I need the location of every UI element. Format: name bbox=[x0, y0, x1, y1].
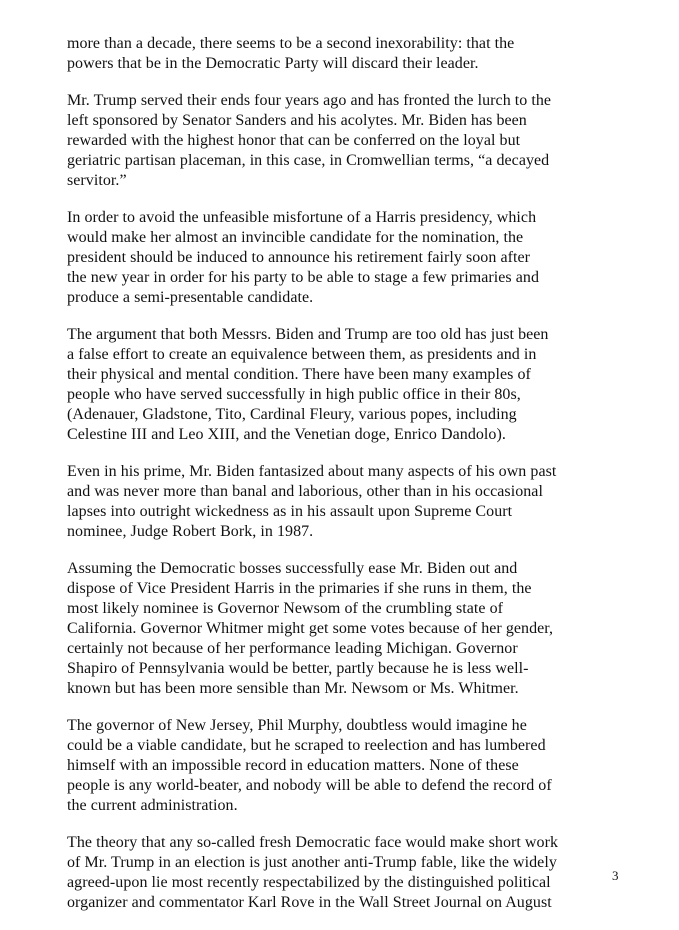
page-number: 3 bbox=[612, 868, 619, 883]
text-line: would make her almost an invincible candidate for the nomination, the bbox=[67, 229, 524, 246]
text-line: nominee, Judge Robert Bork, in 1987. bbox=[67, 523, 314, 540]
text-line: could be a viable candidate, but he scraped to reelection and has lumbered bbox=[67, 737, 546, 754]
text-line: The argument that both Messrs. Biden and Trump are too old has just been bbox=[67, 326, 549, 343]
text-line: himself with an impossible record in education matters. None of these bbox=[67, 757, 519, 774]
text-line: Shapiro of Pennsylvania would be better, partly because he is less well- bbox=[67, 660, 529, 677]
text-line: most likely nominee is Governor Newsom of the crumbling state of bbox=[67, 600, 504, 617]
text-line: servitor.” bbox=[67, 172, 127, 189]
text-line: a false effort to create an equivalence between them, as presidents and in bbox=[67, 346, 537, 363]
text-line: rewarded with the highest honor that can be conferred on the loyal but bbox=[67, 132, 521, 149]
text-line: organizer and commentator Karl Rove in the Wall Street Journal on August bbox=[67, 894, 552, 911]
paragraph-1 bbox=[67, 34, 637, 74]
text-line: their physical and mental condition. There have been many examples of bbox=[67, 366, 531, 383]
paragraph-4 bbox=[67, 325, 637, 445]
paragraph-7 bbox=[67, 716, 637, 816]
paragraph-8 bbox=[67, 833, 637, 913]
body-text bbox=[67, 34, 637, 930]
text-line: (Adenauer, Gladstone, Tito, Cardinal Fleury, various popes, including bbox=[67, 406, 517, 423]
paragraph-3 bbox=[67, 208, 637, 308]
text-line: The theory that any so-called fresh Democratic face would make short work bbox=[67, 834, 559, 851]
text-line: and was never more than banal and laborious, other than in his occasional bbox=[67, 483, 543, 500]
text-line: the current administration. bbox=[67, 797, 238, 814]
text-line: president should be induced to announce his retirement fairly soon after bbox=[67, 249, 531, 266]
text-line: dispose of Vice President Harris in the primaries if she runs in them, the bbox=[67, 580, 532, 597]
paragraph-2 bbox=[67, 91, 637, 191]
text-line: geriatric partisan placeman, in this case, in Cromwellian terms, “a decayed bbox=[67, 152, 550, 169]
text-line: agreed-upon lie most recently respectabilized by the distinguished political bbox=[67, 874, 551, 891]
text-line: the new year in order for his party to be able to stage a few primaries and bbox=[67, 269, 540, 286]
text-line: people is any world-beater, and nobody will be able to defend the record of bbox=[67, 777, 552, 794]
text-line: known but has been more sensible than Mr. Newsom or Ms. Whitmer. bbox=[67, 680, 519, 697]
text-line: In order to avoid the unfeasible misfortune of a Harris presidency, which bbox=[67, 209, 537, 226]
text-line: certainly not because of her performance leading Michigan. Governor bbox=[67, 640, 518, 657]
text-line: of Mr. Trump in an election is just another anti-Trump fable, like the widely bbox=[67, 854, 557, 871]
text-line: people who have served successfully in high public office in their 80s, bbox=[67, 386, 521, 403]
text-line: Even in his prime, Mr. Biden fantasized about many aspects of his own past bbox=[67, 463, 557, 480]
text-line: Celestine III and Leo XIII, and the Venetian doge, Enrico Dandolo). bbox=[67, 426, 506, 443]
paragraph-6 bbox=[67, 559, 637, 699]
text-line: Mr. Trump served their ends four years ago and has fronted the lurch to the bbox=[67, 92, 552, 109]
text-line: Assuming the Democratic bosses successfully ease Mr. Biden out and bbox=[67, 560, 518, 577]
text-line: produce a semi-presentable candidate. bbox=[67, 289, 314, 306]
text-line: more than a decade, there seems to be a second inexorability: that the bbox=[67, 35, 515, 52]
paragraph-5 bbox=[67, 462, 637, 542]
text-line: lapses into outright wickedness as in his assault upon Supreme Court bbox=[67, 503, 513, 520]
text-line: California. Governor Whitmer might get some votes because of her gender, bbox=[67, 620, 554, 637]
text-line: left sponsored by Senator Sanders and his acolytes. Mr. Biden has been bbox=[67, 112, 527, 129]
text-line: powers that be in the Democratic Party will discard their leader. bbox=[67, 55, 479, 72]
text-line: The governor of New Jersey, Phil Murphy, doubtless would imagine he bbox=[67, 717, 527, 734]
